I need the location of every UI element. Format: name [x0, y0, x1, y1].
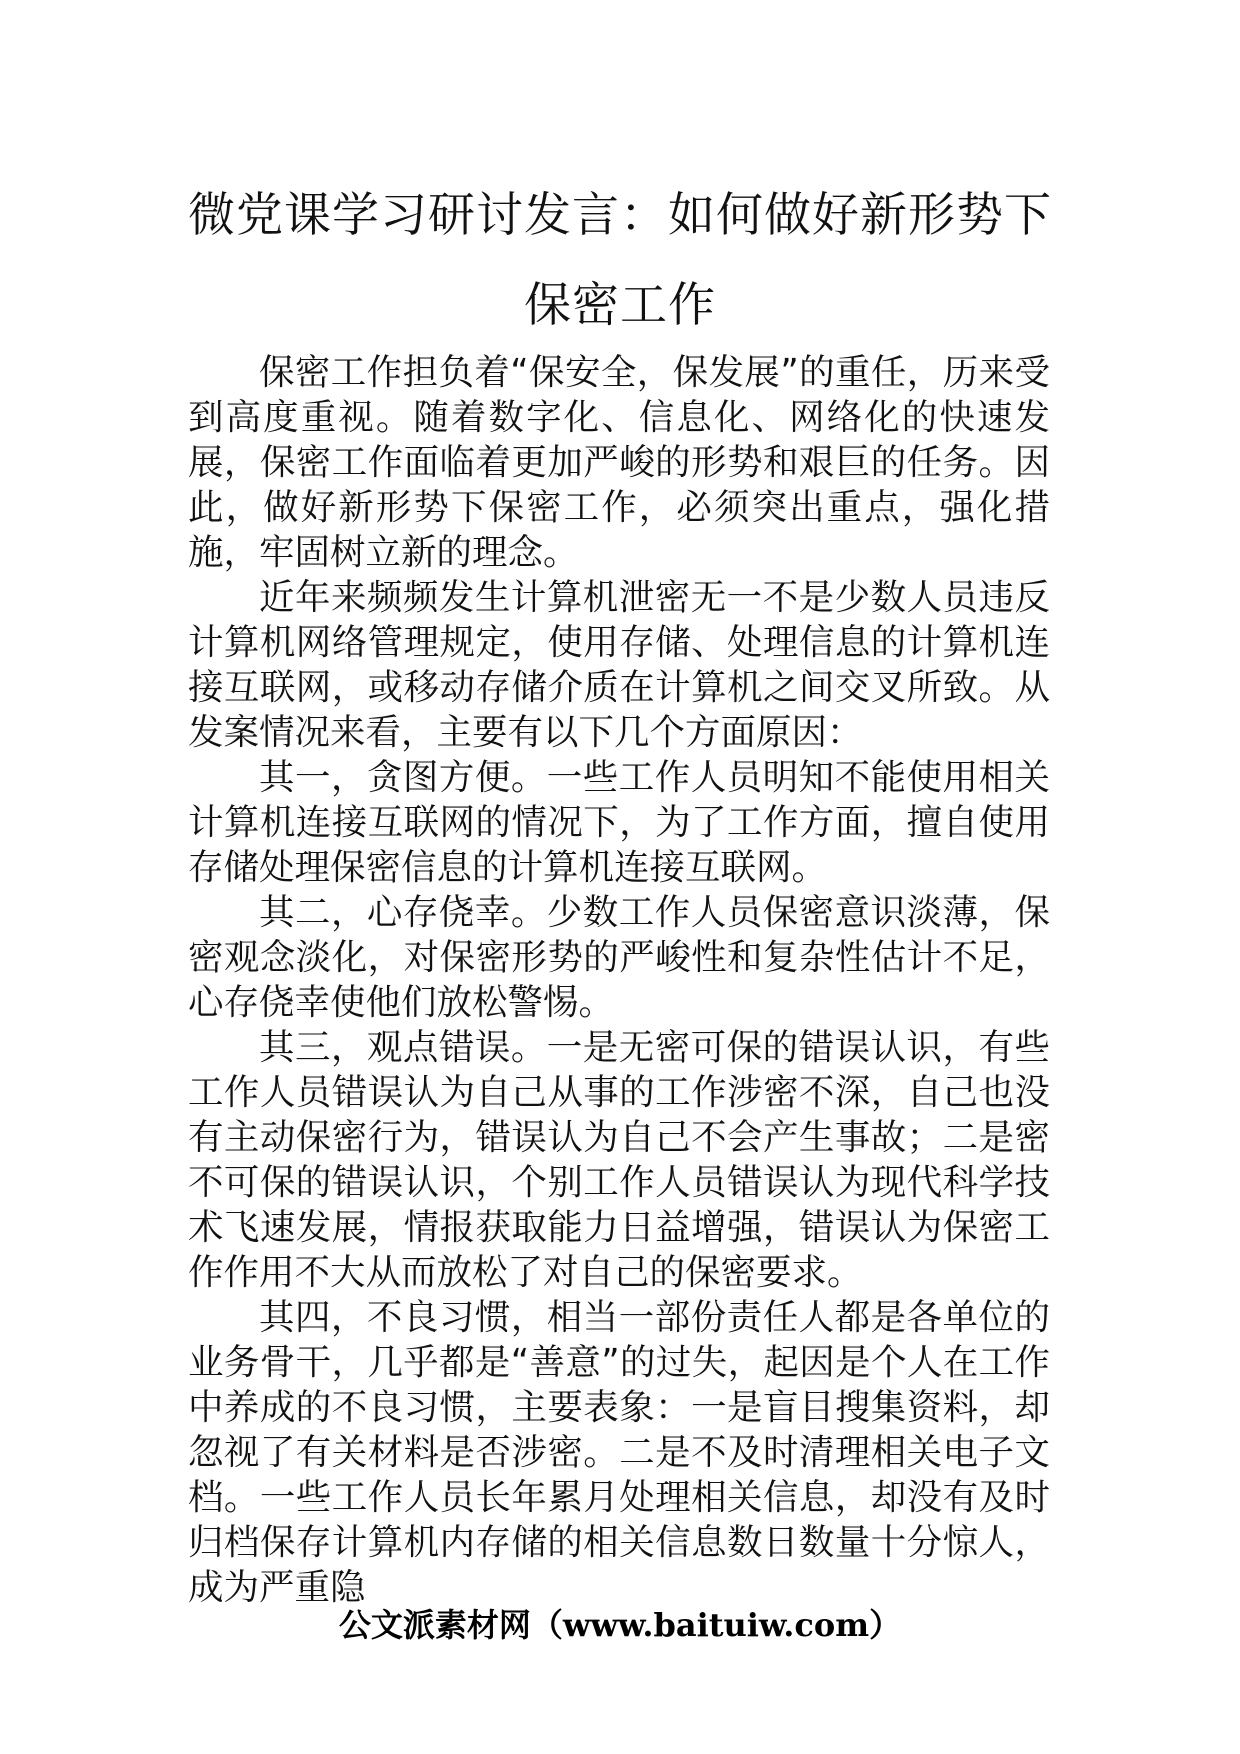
document-title-line-1: 微党课学习研讨发言：如何做好新形势下 [188, 188, 1052, 243]
page-footer-watermark: 公文派素材网（www.baituiw.com） [338, 1606, 902, 1644]
paragraph-reason-4: 其四，不良习惯，相当一部份责任人都是各单位的业务骨干，几乎都是“善意”的过失，起因是个人在工作中养成的不良习惯，主要表象：一是盲目搜集资料，却忽视了有关材料是否涉密。二是不及时清理相关电子文档。一些工作人员长年累月处理相关信息，却没有及时归档保存计算机内存储的相关信息数日数量十分惊人，成为严重隐 [188, 1297, 1050, 1608]
paragraph-intro: 保密工作担负着“保安全，保发展”的重任，历来受到高度重视。随着数字化、信息化、网络化的快速发展，保密工作面临着更加严峻的形势和艰巨的任务。因此，做好新形势下保密工作，必须突出重点，强化措施，牢固树立新的理念。 [188, 352, 1050, 573]
paragraph-reason-1: 其一，贪图方便。一些工作人员明知不能使用相关计算机连接互联网的情况下，为了工作方面，擅自使用存储处理保密信息的计算机连接互联网。 [188, 757, 1050, 888]
document-body [188, 350, 1050, 1610]
document-title-line-2: 保密工作 [524, 278, 716, 333]
paragraph-causes: 近年来频频发生计算机泄密无一不是少数人员违反计算机网络管理规定，使用存储、处理信息的计算机连接互联网，或移动存储介质在计算机之间交叉所致。从发案情况来看，主要有以下几个方面原因： [188, 577, 1050, 753]
paragraph-reason-3: 其三，观点错误。一是无密可保的错误认识，有些工作人员错误认为自己从事的工作涉密不深，自己也没有主动保密行为，错误认为自己不会产生事故；二是密不可保的错误认识，个别工作人员错误认为现代科学技术飞速发展，情报获取能力日益增强，错误认为保密工作作用不大从而放松了对自己的保密要求。 [188, 1027, 1050, 1293]
paragraph-reason-2: 其二，心存侥幸。少数工作人员保密意识淡薄，保密观念淡化，对保密形势的严峻性和复杂性估计不足，心存侥幸使他们放松警惕。 [188, 892, 1050, 1023]
